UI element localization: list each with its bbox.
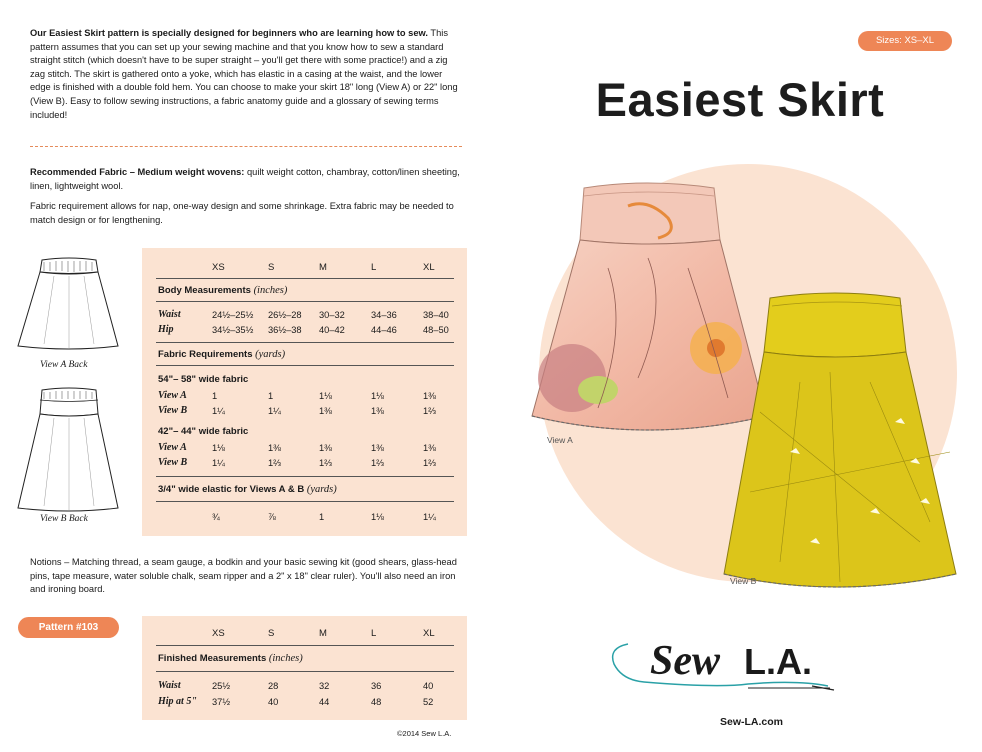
waist-xs: 24½–25½ xyxy=(212,310,254,320)
hip-xl: 48–50 xyxy=(423,325,449,335)
copyright: ©2014 Sew L.A. xyxy=(397,729,452,738)
cell: 1¼ xyxy=(212,458,225,468)
cell: 1 xyxy=(319,512,325,522)
view-a-label: View A xyxy=(158,390,187,401)
hip-m: 40–42 xyxy=(319,325,345,335)
size-chart-panel xyxy=(142,248,467,536)
size-header: XL xyxy=(423,628,435,639)
view-a-label: View A xyxy=(158,442,187,453)
finished-measurements-panel xyxy=(142,616,467,720)
cell: 1⅜ xyxy=(319,406,332,416)
intro-body: This pattern assumes that you can set up your sewing machine and that you know how to sew a standard straight stitch (which doesn't have to be super straight – you'll get there with some practice!) and a zig zag stitch. The skirt is gathered onto a yoke, which has elastic in a casing at the waist, and the lower edge is finished with a double fold hem. You can choose to make your skirt 18" long (View A) or 22" long (View B). Easy to follow sewing instructions, a fabric anatomy guide and a glossary of sewing terms included! xyxy=(30,28,458,120)
logo-la-text: L.A. xyxy=(744,641,812,682)
size-header: L xyxy=(371,628,377,639)
view-b-caption: View B xyxy=(730,576,757,586)
cell: 1¼ xyxy=(268,406,281,416)
cell: 1⅔ xyxy=(319,458,332,468)
cell: 1⅛ xyxy=(212,443,225,453)
cell: 44 xyxy=(319,697,330,707)
waist-label: Waist xyxy=(158,680,181,691)
cell: ¾ xyxy=(212,512,220,522)
waist-label: Waist xyxy=(158,309,181,320)
website-link[interactable]: Sew-LA.com xyxy=(720,716,784,728)
rule xyxy=(156,278,454,279)
size-header: S xyxy=(268,262,275,273)
hip-label: Hip at 5" xyxy=(158,696,197,707)
view-a-caption: View A xyxy=(547,435,573,445)
recommended-fabric xyxy=(30,166,460,193)
cell: 1¼ xyxy=(423,512,436,522)
rule xyxy=(156,671,454,672)
size-header: XS xyxy=(212,628,225,639)
rule xyxy=(156,301,454,302)
rule xyxy=(156,501,454,502)
view-b-label: View B xyxy=(158,457,188,468)
view-a-back-drawing xyxy=(14,256,124,366)
cell: ⅞ xyxy=(268,512,276,522)
waist-m: 30–32 xyxy=(319,310,345,320)
cell: 1⅛ xyxy=(371,391,384,401)
hip-xs: 34½–35½ xyxy=(212,325,254,335)
cell: 1⅜ xyxy=(319,443,332,453)
cell: 1⅔ xyxy=(423,458,436,468)
cell: 1⅜ xyxy=(371,443,384,453)
view-b-back-drawing xyxy=(14,386,124,516)
cell: 1⅜ xyxy=(423,391,436,401)
sizes-badge: Sizes: XS–XL xyxy=(858,31,952,51)
size-header: XL xyxy=(423,262,435,273)
cell: 40 xyxy=(423,681,434,691)
notions-text: Notions – Matching thread, a seam gauge, a bodkin and your basic sewing kit (good shears, glass-head pins, tape measure, water soluble chalk, seam ripper and a 2" x 18" clear ruler). You'll also need an iron and ironing board. xyxy=(30,557,457,595)
pattern-number-badge: Pattern #103 xyxy=(18,617,119,638)
waist-l: 34–36 xyxy=(371,310,397,320)
hip-l: 44–46 xyxy=(371,325,397,335)
cell: 37½ xyxy=(212,697,231,707)
fabric-label: Recommended Fabric – Medium weight wovens: xyxy=(30,167,245,177)
intro-lead: Our Easiest Skirt pattern is specially designed for beginners who are learning how to sew. xyxy=(30,28,428,38)
finished-measurements-title: Finished Measurements (inches) xyxy=(158,653,303,664)
dashed-divider xyxy=(30,146,462,147)
cell: 28 xyxy=(268,681,279,691)
cell: 40 xyxy=(268,697,279,707)
sew-la-logo xyxy=(598,624,848,700)
body-measurements-title: Body Measurements (inches) xyxy=(158,285,288,296)
elastic-title: 3/4" wide elastic for Views A & B (yards) xyxy=(158,484,337,495)
size-header: L xyxy=(371,262,377,273)
cell: 52 xyxy=(423,697,434,707)
rule xyxy=(156,365,454,366)
cell: 32 xyxy=(319,681,330,691)
view-b-skirt-photo xyxy=(720,292,960,602)
cell: 1¼ xyxy=(212,406,225,416)
view-b-label: View B xyxy=(158,405,188,416)
cell: 1⅜ xyxy=(268,443,281,453)
rule xyxy=(156,645,454,646)
pattern-title: Easiest Skirt xyxy=(595,73,885,126)
logo-sew-text: Sew xyxy=(650,638,721,684)
cell: 1⅜ xyxy=(423,443,436,453)
wide-fabric-54-title: 54"– 58" wide fabric xyxy=(158,374,249,385)
fabric-requirements-title: Fabric Requirements (yards) xyxy=(158,349,286,360)
waist-xl: 38–40 xyxy=(423,310,449,320)
cell: 1⅛ xyxy=(371,512,384,522)
cell: 1⅔ xyxy=(423,406,436,416)
view-a-back-caption: View A Back xyxy=(40,360,88,370)
cell: 1⅛ xyxy=(319,391,332,401)
cell: 1 xyxy=(268,391,274,401)
rule xyxy=(156,342,454,343)
wide-fabric-42-title: 42"– 44" wide fabric xyxy=(158,426,249,437)
cell: 36 xyxy=(371,681,382,691)
size-header: XS xyxy=(212,262,225,273)
fabric-note: Fabric requirement allows for nap, one-way design and some shrinkage. Extra fabric may be needed to match design or for lengthening. xyxy=(30,201,454,225)
rule xyxy=(156,476,454,477)
hip-label: Hip xyxy=(158,324,174,335)
size-header: M xyxy=(319,262,327,273)
cell: 48 xyxy=(371,697,382,707)
cell: 1⅔ xyxy=(268,458,281,468)
size-header: S xyxy=(268,628,275,639)
cell: 1⅜ xyxy=(371,406,384,416)
view-b-back-caption: View B Back xyxy=(40,514,88,524)
cell: 1 xyxy=(212,391,218,401)
size-header: M xyxy=(319,628,327,639)
intro-paragraph xyxy=(30,27,460,122)
cell: 1⅔ xyxy=(371,458,384,468)
cell: 25½ xyxy=(212,681,231,691)
fabric-text: quilt weight cotton, chambray, cotton/linen sheeting, linen, lightweight wool. xyxy=(30,167,460,191)
hip-s: 36½–38 xyxy=(268,325,302,335)
waist-s: 26½–28 xyxy=(268,310,302,320)
